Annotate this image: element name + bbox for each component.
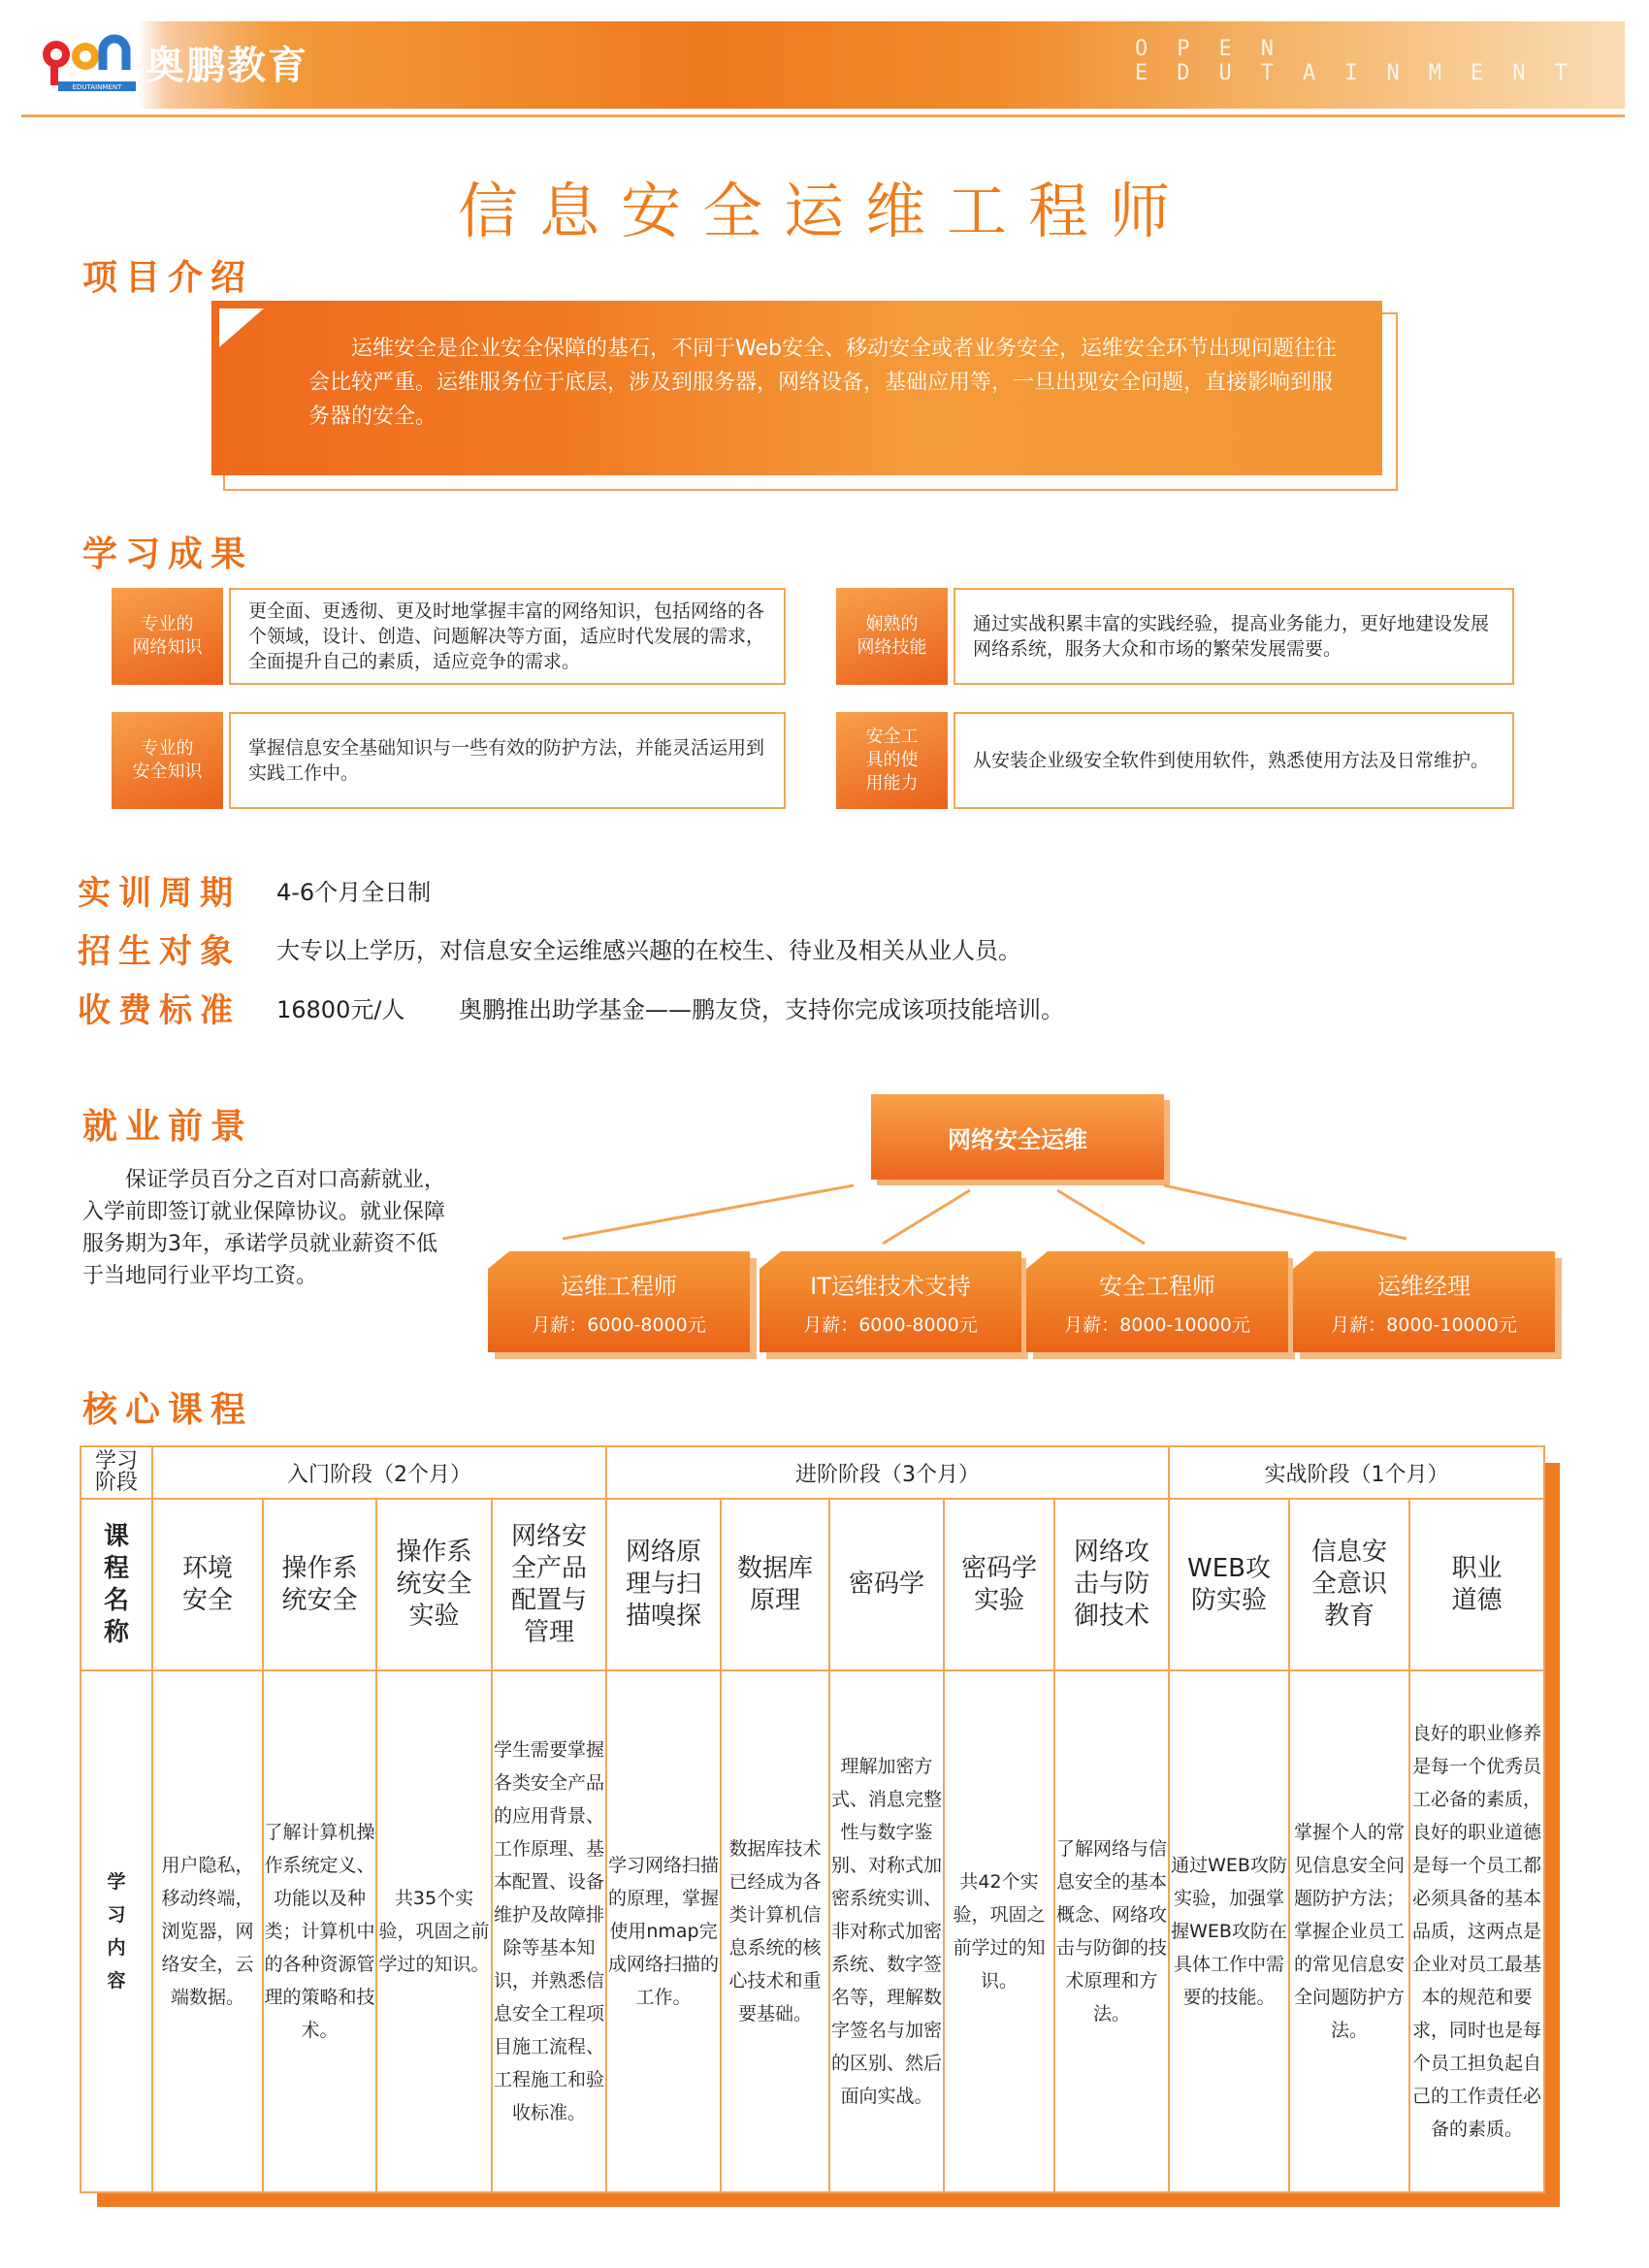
outcome-label-network-knowledge: 专业的 网络知识 — [112, 588, 223, 685]
course-name: 环境 安全 — [152, 1499, 263, 1670]
course-content: 理解加密方式、消息完整性与数字鉴别、对称式加密系统实训、非对称式加密系统、数字签名等，理解数字签名与加密的区别、然后面向实战。 — [829, 1670, 944, 2192]
jobs-heading: 就业前景 — [82, 1107, 254, 1147]
outcome-text-network-skills: 通过实战积累丰富的实践经验，提高业务能力，更好地建设发展网络系统，服务大众和市场的繁荣发展需要。 — [954, 588, 1514, 685]
fee-value: 16800元/人 — [276, 996, 405, 1023]
course-content: 共42个实验，巩固之前学过的知识。 — [944, 1670, 1054, 2192]
course-content: 良好的职业修养是每一个优秀员工必备的素质，良好的职业道德是每一个员工都必须具备的基本品质，这两点是企业对员工最基本的规范和要求，同时也是每个员工担负起自己的工作责任必备的素质。 — [1409, 1670, 1544, 2192]
course-name: 网络原 理与扫 描嗅探 — [606, 1499, 721, 1670]
job-card-security-engineer: 安全工程师 月薪：8000-10000元 — [1026, 1251, 1288, 1352]
course-content: 共35个实验，巩固之前学过的知识。 — [376, 1670, 492, 2192]
stage-corner-label: 学习 阶段 — [81, 1446, 152, 1499]
course-name: 网络安 全产品 配置与 管理 — [492, 1499, 606, 1670]
outcomes-heading: 学习成果 — [82, 535, 254, 574]
course-content: 数据库技术已经成为各类计算机信息系统的核心技术和重要基础。 — [721, 1670, 829, 2192]
outcome-text-network-knowledge: 更全面、更透彻、更及时地掌握丰富的网络知识，包括网络的各个领域，设计、创造、问题解决等方面，适应时代发展的需求，全面提升自己的素质，适应竞争的需求。 — [229, 588, 786, 685]
outcome-label-security-tools: 安全工 具的使 用能力 — [836, 712, 948, 809]
brand-name: 奥鹏教育 — [146, 44, 308, 88]
outcome-label-network-skills: 娴熟的 网络技能 — [836, 588, 948, 685]
course-name: 操作系 统安全 实验 — [376, 1499, 492, 1670]
job-tree-lines — [543, 1176, 1416, 1263]
course-content: 通过WEB攻防实验，加强掌握WEB攻防在具体工作中需要的技能。 — [1169, 1670, 1289, 2192]
stage-practice: 实战阶段（1个月） — [1169, 1446, 1544, 1499]
intro-heading: 项目介绍 — [82, 258, 254, 298]
course-name-label: 课 程 名 称 — [81, 1499, 152, 1670]
course-content: 了解网络与信息安全的基本概念、网络攻击与防御的技术原理和方法。 — [1054, 1670, 1169, 2192]
logo-sub-text: EDUTAINMENT — [72, 83, 122, 91]
fee-note: 奥鹏推出助学基金——鹏友贷，支持你完成该项技能培训。 — [459, 996, 1064, 1023]
course-name: 信息安 全意识 教育 — [1289, 1499, 1409, 1670]
course-content: 掌握个人的常见信息安全问题防护方法；掌握企业员工的常见信息安全问题防护方法。 — [1289, 1670, 1409, 2192]
job-card-it-support: IT运维技术支持 月薪：6000-8000元 — [760, 1251, 1021, 1352]
course-content: 学生需要掌握各类安全产品的应用背景、工作原理、基本配置、设备维护及故障排除等基本知识，并熟悉信息安全工程项目施工流程、工程施工和验收标准。 — [492, 1670, 606, 2192]
period-label: 实训周期 — [78, 874, 241, 913]
course-table — [80, 1445, 1545, 2193]
intro-corner-icon — [219, 308, 274, 355]
course-name: 职业 道德 — [1409, 1499, 1544, 1670]
course-name: 密码学 — [829, 1499, 944, 1670]
course-content: 了解计算机操作系统定义、功能以及种类；计算机中的各种资源管理的策略和技术。 — [263, 1670, 376, 2192]
target-label: 招生对象 — [78, 932, 241, 971]
course-content-label: 学 习 内 容 — [81, 1670, 152, 2192]
page-title: 信息安全运维工程师 — [457, 176, 1191, 246]
period-value: 4-6个月全日制 — [276, 879, 432, 906]
job-card-ops-engineer: 运维工程师 月薪：6000-8000元 — [488, 1251, 750, 1352]
courses-heading: 核心课程 — [82, 1390, 254, 1430]
fee-label: 收费标准 — [78, 991, 241, 1030]
course-name: WEB攻 防实验 — [1169, 1499, 1289, 1670]
stage-intro: 入门阶段（2个月） — [152, 1446, 606, 1499]
logo-icon — [39, 25, 146, 93]
stage-advanced: 进阶阶段（3个月） — [606, 1446, 1169, 1499]
outcome-text-security-knowledge: 掌握信息安全基础知识与一些有效的防护方法，并能灵活运用到实践工作中。 — [229, 712, 786, 809]
course-content: 学习网络扫描的原理，掌握使用nmap完成网络扫描的工作。 — [606, 1670, 721, 2192]
course-name: 操作系 统安全 — [263, 1499, 376, 1670]
header-divider — [21, 114, 1625, 117]
course-name: 网络攻 击与防 御技术 — [1054, 1499, 1169, 1670]
jobs-text: 保证学员百分之百对口高薪就业，入学前即签订就业保障协议。就业保障服务期为3年，承诺学员就业薪资不低于当地同行业平均工资。 — [82, 1168, 446, 1288]
course-content: 用户隐私，移动终端，浏览器，网络安全，云端数据。 — [152, 1670, 263, 2192]
course-name: 数据库 原理 — [721, 1499, 829, 1670]
brand-english: OPEN EDUTAINMENT — [1135, 37, 1597, 85]
outcome-text-security-tools: 从安装企业级安全软件到使用软件，熟悉使用方法及日常维护。 — [954, 712, 1514, 809]
outcome-label-security-knowledge: 专业的 安全知识 — [112, 712, 223, 809]
intro-text: 运维安全是企业安全保障的基石，不同于Web安全、移动安全或者业务安全，运维安全环节出现问题往往会比较严重。运维服务位于底层，涉及到服务器，网络设备，基础应用等，一旦出现安全问题，直接影响到服务器的安全。 — [308, 337, 1337, 429]
job-tree-root: 网络安全运维 — [871, 1094, 1164, 1180]
job-card-ops-manager: 运维经理 月薪：8000-10000元 — [1293, 1251, 1555, 1352]
target-value: 大专以上学历，对信息安全运维感兴趣的在校生、待业及相关从业人员。 — [276, 937, 1021, 964]
course-name: 密码学 实验 — [944, 1499, 1054, 1670]
